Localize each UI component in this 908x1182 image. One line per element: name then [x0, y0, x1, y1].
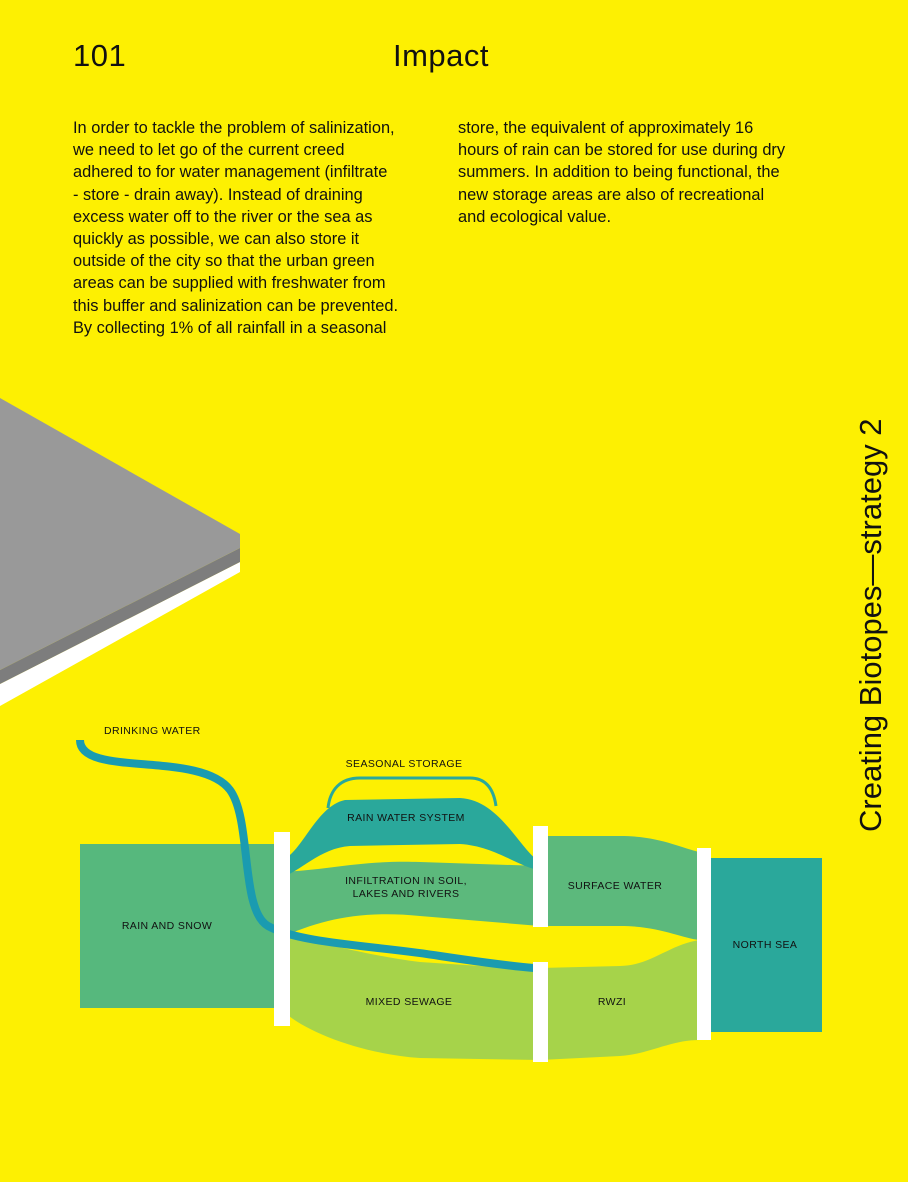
isometric-slab-illustration	[0, 398, 240, 706]
body-line: By collecting 1% of all rainfall in a seasonal	[73, 318, 387, 337]
label-rain-water-system: RAIN WATER SYSTEM	[347, 812, 465, 824]
side-title: Creating Biotopes—strategy 2	[853, 418, 888, 832]
page-title: Impact	[393, 38, 490, 73]
body-line: summers. In addition to being functional, the	[458, 163, 780, 182]
body-line: - store - drain away). Instead of draining	[73, 185, 363, 204]
label-rwzi: RWZI	[597, 996, 627, 1008]
body-line: hours of rain can be stored for use during dry	[458, 141, 786, 160]
body-line: In order to tackle the problem of salinization,	[73, 119, 395, 137]
body-line: areas can be supplied with freshwater from	[73, 274, 386, 293]
divider-bar	[274, 832, 290, 1026]
label-infiltration-line2: LAKES AND RIVERS	[352, 888, 460, 900]
body-line: and ecological value.	[458, 207, 612, 226]
body-line: new storage areas are also of recreational	[458, 185, 765, 204]
body-line: this buffer and salinization can be prevented.	[73, 296, 398, 315]
body-line: excess water off to the river or the sea as	[73, 207, 373, 226]
body-line: store, the equivalent of approximately 16	[458, 119, 754, 137]
body-line: adhered to for water management (infiltrate	[73, 163, 388, 182]
label-north-sea: NORTH SEA	[732, 939, 798, 951]
label-surface-water: SURFACE WATER	[567, 880, 663, 892]
body-line: outside of the city so that the urban green	[73, 252, 375, 271]
body-line: we need to let go of the current creed	[73, 141, 345, 160]
label-infiltration-line1: INFILTRATION IN SOIL,	[345, 875, 467, 887]
divider-bar	[697, 848, 711, 1040]
label-rain-and-snow: RAIN AND SNOW	[121, 920, 213, 932]
divider-bar	[533, 962, 548, 1062]
label-seasonal-storage: SEASONAL STORAGE	[345, 758, 463, 770]
divider-bar	[533, 826, 548, 927]
page-number: 101	[73, 38, 127, 73]
label-drinking-water: DRINKING WATER	[104, 725, 201, 737]
body-line: quickly as possible, we can also store it	[73, 230, 360, 249]
label-mixed-sewage: MIXED SEWAGE	[365, 996, 453, 1008]
